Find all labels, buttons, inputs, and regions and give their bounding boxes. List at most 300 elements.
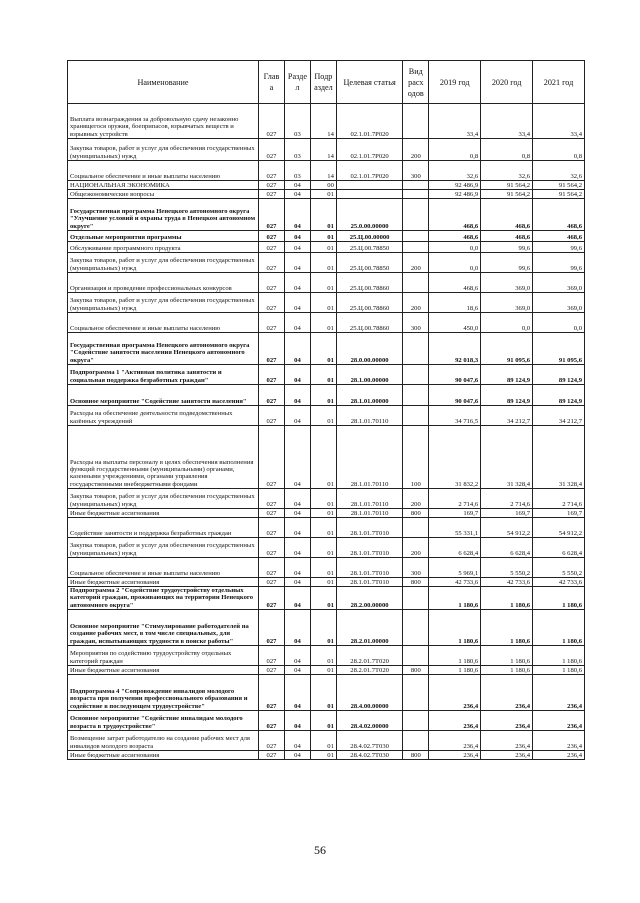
- cell-vid: 800: [403, 750, 429, 759]
- cell-razdel: 04: [284, 587, 310, 610]
- cell-name: Иные бюджетные ассигнования: [68, 509, 259, 518]
- cell-2019: 6 628,4: [429, 538, 481, 558]
- cell-2019: 468,6: [429, 273, 481, 293]
- cell-podrazdel: 01: [310, 406, 336, 426]
- table-row: [68, 730, 585, 750]
- cell-glava: 027: [259, 710, 285, 730]
- cell-vid: 200: [403, 139, 429, 161]
- cell-vid: [403, 710, 429, 730]
- cell-2019: 236,4: [429, 750, 481, 759]
- cell-2019: 169,7: [429, 509, 481, 518]
- table-row: [68, 665, 585, 674]
- cell-target: 25.Ц.00.78850: [336, 253, 402, 273]
- cell-glava: 027: [259, 406, 285, 426]
- cell-glava: 027: [259, 273, 285, 293]
- cell-podrazdel: 01: [310, 587, 336, 610]
- cell-podrazdel: 14: [310, 139, 336, 161]
- cell-target: 02.1.01.7Р020: [336, 104, 402, 139]
- cell-vid: 800: [403, 578, 429, 587]
- cell-2019: 92 486,9: [429, 181, 481, 190]
- cell-glava: 027: [259, 139, 285, 161]
- cell-2019: 0,8: [429, 139, 481, 161]
- cell-2020: 91 564,2: [481, 190, 533, 199]
- cell-podrazdel: 01: [310, 578, 336, 587]
- header-glava: Глав а: [259, 61, 285, 104]
- cell-name: Содействие занятости и поддержка безработных граждан: [68, 518, 259, 538]
- table-row: [68, 518, 585, 538]
- cell-name: Подпрограмма 2 "Содействие трудоустройству отдельных категорий граждан, проживающих на территории Ненецкого автономного округа": [68, 587, 259, 610]
- cell-podrazdel: 01: [310, 609, 336, 645]
- cell-2020: 2 714,6: [481, 489, 533, 509]
- cell-glava: 027: [259, 385, 285, 406]
- table-row: [68, 385, 585, 406]
- cell-2019: 55 331,1: [429, 518, 481, 538]
- cell-podrazdel: 01: [310, 750, 336, 759]
- cell-2019: 90 047,6: [429, 385, 481, 406]
- cell-2019: 236,4: [429, 674, 481, 710]
- cell-name: Социальное обеспечение и иные выплаты населению: [68, 161, 259, 181]
- cell-2019: 236,4: [429, 730, 481, 750]
- cell-2020: 1 180,6: [481, 665, 533, 674]
- cell-razdel: 04: [284, 365, 310, 385]
- cell-vid: 300: [403, 161, 429, 181]
- table-row: [68, 104, 585, 139]
- table-row: [68, 231, 585, 242]
- table-row: [68, 587, 585, 610]
- cell-2020: 32,6: [481, 161, 533, 181]
- cell-podrazdel: 14: [310, 161, 336, 181]
- cell-razdel: 04: [284, 558, 310, 578]
- cell-name: Закупка товаров, работ и услуг для обеспечения государственных (муниципальных) нужд: [68, 253, 259, 273]
- table-row: [68, 406, 585, 426]
- cell-2021: 54 912,2: [533, 518, 585, 538]
- cell-2021: 89 124,9: [533, 365, 585, 385]
- cell-target: 28.2.00.00000: [336, 587, 402, 610]
- cell-target: [336, 190, 402, 199]
- cell-glava: 027: [259, 231, 285, 242]
- cell-glava: 027: [259, 645, 285, 665]
- cell-name: Обслуживание программного продукта: [68, 242, 259, 253]
- cell-razdel: 04: [284, 518, 310, 538]
- cell-2020: 169,7: [481, 509, 533, 518]
- cell-2019: 0,0: [429, 253, 481, 273]
- cell-vid: [403, 730, 429, 750]
- cell-podrazdel: 01: [310, 365, 336, 385]
- cell-glava: 027: [259, 509, 285, 518]
- cell-2019: 468,6: [429, 199, 481, 231]
- cell-2019: 18,6: [429, 293, 481, 313]
- cell-name: Иные бюджетные ассигнования: [68, 578, 259, 587]
- header-podrazdel: Подр аздел: [310, 61, 336, 104]
- cell-vid: [403, 674, 429, 710]
- cell-name: Иные бюджетные ассигнования: [68, 750, 259, 759]
- cell-glava: 027: [259, 665, 285, 674]
- cell-razdel: 04: [284, 231, 310, 242]
- table-row: [68, 273, 585, 293]
- cell-glava: 027: [259, 587, 285, 610]
- header-name: Наименование: [68, 61, 259, 104]
- table-row: [68, 538, 585, 558]
- table-row: [68, 333, 585, 365]
- cell-2021: 2 714,6: [533, 489, 585, 509]
- header-2020: 2020 год: [481, 61, 533, 104]
- cell-target: 25.Ц.00.00000: [336, 231, 402, 242]
- table-row: [68, 750, 585, 759]
- cell-2020: 236,4: [481, 710, 533, 730]
- cell-vid: [403, 104, 429, 139]
- table-row: [68, 609, 585, 645]
- cell-2021: 1 180,6: [533, 587, 585, 610]
- cell-vid: 200: [403, 489, 429, 509]
- cell-2019: 2 714,6: [429, 489, 481, 509]
- cell-target: 25.Ц.00.78860: [336, 273, 402, 293]
- cell-2021: 468,6: [533, 199, 585, 231]
- cell-razdel: 04: [284, 538, 310, 558]
- header-target: Целевая статья: [336, 61, 402, 104]
- cell-target: 28.1.01.7Т010: [336, 518, 402, 538]
- cell-target: [336, 181, 402, 190]
- cell-2021: 99,6: [533, 242, 585, 253]
- table-row: [68, 558, 585, 578]
- cell-podrazdel: 01: [310, 190, 336, 199]
- cell-glava: 027: [259, 609, 285, 645]
- cell-2019: 1 180,6: [429, 609, 481, 645]
- cell-razdel: 04: [284, 181, 310, 190]
- cell-2021: 34 212,7: [533, 406, 585, 426]
- cell-glava: 027: [259, 750, 285, 759]
- cell-target: 28.1.00.00000: [336, 365, 402, 385]
- cell-podrazdel: 01: [310, 385, 336, 406]
- cell-name: Возмещение затрат работодателю на создание рабочих мест для инвалидов молодого возраста: [68, 730, 259, 750]
- table-row: [68, 199, 585, 231]
- cell-vid: [403, 609, 429, 645]
- cell-podrazdel: 01: [310, 730, 336, 750]
- cell-2021: 369,0: [533, 273, 585, 293]
- cell-name: Выплата вознаграждения за добровольную сдачу незаконно хранящегося оружия, боеприпасов, взрывчатых веществ и взрывных устройств: [68, 104, 259, 139]
- cell-vid: [403, 645, 429, 665]
- cell-target: 28.1.01.70110: [336, 426, 402, 489]
- cell-2020: 236,4: [481, 674, 533, 710]
- table-row: [68, 674, 585, 710]
- cell-razdel: 04: [284, 674, 310, 710]
- cell-podrazdel: 01: [310, 645, 336, 665]
- table-row: [68, 293, 585, 313]
- cell-vid: [403, 190, 429, 199]
- cell-2020: 0,0: [481, 313, 533, 333]
- cell-2021: 31 328,4: [533, 426, 585, 489]
- cell-2019: 33,4: [429, 104, 481, 139]
- cell-2021: 236,4: [533, 750, 585, 759]
- cell-vid: 300: [403, 558, 429, 578]
- cell-2020: 89 124,9: [481, 385, 533, 406]
- cell-target: 25.0.00.00000: [336, 199, 402, 231]
- cell-2021: 236,4: [533, 674, 585, 710]
- cell-vid: [403, 199, 429, 231]
- cell-razdel: 04: [284, 665, 310, 674]
- cell-target: 25.Ц.00.78850: [336, 242, 402, 253]
- cell-podrazdel: 01: [310, 538, 336, 558]
- cell-vid: 800: [403, 509, 429, 518]
- cell-2020: 91 095,6: [481, 333, 533, 365]
- cell-2019: 5 969,1: [429, 558, 481, 578]
- cell-2020: 236,4: [481, 750, 533, 759]
- cell-vid: [403, 385, 429, 406]
- cell-target: 25.Ц.00.78860: [336, 313, 402, 333]
- cell-2019: 90 047,6: [429, 365, 481, 385]
- cell-razdel: 04: [284, 426, 310, 489]
- budget-table: [67, 60, 585, 760]
- cell-2020: 468,6: [481, 199, 533, 231]
- cell-2020: 1 180,6: [481, 645, 533, 665]
- table-row: [68, 578, 585, 587]
- cell-podrazdel: 01: [310, 273, 336, 293]
- cell-target: 28.2.01.7Т020: [336, 665, 402, 674]
- cell-podrazdel: 01: [310, 518, 336, 538]
- cell-target: 28.1.01.7Т010: [336, 538, 402, 558]
- cell-podrazdel: 01: [310, 710, 336, 730]
- cell-2021: 0,0: [533, 313, 585, 333]
- cell-target: 25.Ц.00.78860: [336, 293, 402, 313]
- cell-2021: 89 124,9: [533, 385, 585, 406]
- table-header-row: [68, 61, 585, 104]
- cell-2021: 32,6: [533, 161, 585, 181]
- cell-2020: 1 180,6: [481, 609, 533, 645]
- cell-name: Закупка товаров, работ и услуг для обеспечения государственных (муниципальных) нужд: [68, 489, 259, 509]
- cell-vid: 200: [403, 538, 429, 558]
- cell-2021: 91 095,6: [533, 333, 585, 365]
- cell-razdel: 04: [284, 609, 310, 645]
- cell-target: 28.1.01.70110: [336, 489, 402, 509]
- cell-razdel: 03: [284, 161, 310, 181]
- cell-razdel: 04: [284, 253, 310, 273]
- cell-2019: 1 180,6: [429, 587, 481, 610]
- cell-name: Государственная программа Ненецкого автономного округа "Улучшение условий и охраны труда в Ненецком автономном округе": [68, 199, 259, 231]
- cell-target: 28.1.01.70110: [336, 509, 402, 518]
- cell-target: 28.4.02.7Т030: [336, 750, 402, 759]
- cell-2020: 236,4: [481, 730, 533, 750]
- cell-glava: 027: [259, 104, 285, 139]
- cell-name: Государственная программа Ненецкого автономного округа "Содействие занятости населения Ненецкого автономного округа": [68, 333, 259, 365]
- cell-2021: 1 180,6: [533, 609, 585, 645]
- cell-podrazdel: 01: [310, 426, 336, 489]
- cell-glava: 027: [259, 293, 285, 313]
- cell-2019: 92 018,3: [429, 333, 481, 365]
- cell-2021: 6 628,4: [533, 538, 585, 558]
- table-row: [68, 489, 585, 509]
- cell-razdel: 04: [284, 199, 310, 231]
- table-row: [68, 190, 585, 199]
- cell-2020: 42 733,6: [481, 578, 533, 587]
- cell-glava: 027: [259, 489, 285, 509]
- cell-podrazdel: 01: [310, 231, 336, 242]
- cell-glava: 027: [259, 181, 285, 190]
- cell-target: 28.2.01.00000: [336, 609, 402, 645]
- cell-2020: 89 124,9: [481, 365, 533, 385]
- cell-vid: [403, 242, 429, 253]
- cell-podrazdel: 01: [310, 509, 336, 518]
- cell-2020: 5 550,2: [481, 558, 533, 578]
- cell-podrazdel: 01: [310, 558, 336, 578]
- cell-vid: [403, 231, 429, 242]
- cell-razdel: 04: [284, 730, 310, 750]
- cell-2020: 31 328,4: [481, 426, 533, 489]
- cell-target: 28.4.00.00000: [336, 674, 402, 710]
- cell-vid: [403, 333, 429, 365]
- cell-2019: 468,6: [429, 231, 481, 242]
- cell-razdel: 04: [284, 645, 310, 665]
- cell-target: 28.0.00.00000: [336, 333, 402, 365]
- cell-razdel: 04: [284, 489, 310, 509]
- cell-glava: 027: [259, 538, 285, 558]
- cell-glava: 027: [259, 190, 285, 199]
- cell-2020: 34 212,7: [481, 406, 533, 426]
- cell-razdel: 04: [284, 578, 310, 587]
- page-number: 56: [314, 843, 326, 857]
- cell-podrazdel: 01: [310, 665, 336, 674]
- cell-vid: 100: [403, 426, 429, 489]
- table-row: [68, 365, 585, 385]
- cell-name: Подпрограмма 1 "Активная политика занятости и социальная поддержка безработных граждан": [68, 365, 259, 385]
- cell-2020: 91 564,2: [481, 181, 533, 190]
- cell-glava: 027: [259, 333, 285, 365]
- cell-2021: 236,4: [533, 710, 585, 730]
- cell-razdel: 04: [284, 710, 310, 730]
- cell-name: Расходы на обеспечение деятельности подведомственных казённых учреждений: [68, 406, 259, 426]
- cell-2019: 92 486,9: [429, 190, 481, 199]
- cell-2021: 468,6: [533, 231, 585, 242]
- cell-2020: 0,8: [481, 139, 533, 161]
- cell-target: 02.1.01.7Р020: [336, 161, 402, 181]
- cell-name: Закупка товаров, работ и услуг для обеспечения государственных (муниципальных) нужд: [68, 538, 259, 558]
- cell-2021: 42 733,6: [533, 578, 585, 587]
- cell-target: 28.2.01.7Т020: [336, 645, 402, 665]
- cell-podrazdel: 01: [310, 293, 336, 313]
- cell-razdel: 04: [284, 293, 310, 313]
- cell-name: Организация и проведение профессиональных конкурсов: [68, 273, 259, 293]
- cell-target: 28.4.02.7Т030: [336, 730, 402, 750]
- cell-razdel: 03: [284, 104, 310, 139]
- cell-2021: 369,0: [533, 293, 585, 313]
- cell-vid: 200: [403, 293, 429, 313]
- cell-2021: 5 550,2: [533, 558, 585, 578]
- cell-name: Закупка товаров, работ и услуг для обеспечения государственных (муниципальных) нужд: [68, 139, 259, 161]
- cell-glava: 027: [259, 161, 285, 181]
- cell-2020: 99,6: [481, 242, 533, 253]
- cell-2021: 0,8: [533, 139, 585, 161]
- cell-glava: 027: [259, 365, 285, 385]
- cell-2020: 33,4: [481, 104, 533, 139]
- cell-2020: 369,0: [481, 273, 533, 293]
- cell-glava: 027: [259, 674, 285, 710]
- cell-razdel: 04: [284, 242, 310, 253]
- cell-name: Отдельные мероприятия программы: [68, 231, 259, 242]
- cell-podrazdel: 00: [310, 181, 336, 190]
- cell-vid: 300: [403, 313, 429, 333]
- cell-2020: 54 912,2: [481, 518, 533, 538]
- cell-glava: 027: [259, 578, 285, 587]
- cell-razdel: 04: [284, 385, 310, 406]
- cell-2021: 169,7: [533, 509, 585, 518]
- cell-razdel: 04: [284, 333, 310, 365]
- cell-vid: 800: [403, 665, 429, 674]
- cell-2021: 91 564,2: [533, 190, 585, 199]
- cell-name: Основное мероприятие "Стимулирование работодателей на создание рабочих мест, в том числе специальных, для граждан, испытывающих трудности в поиске работы": [68, 609, 259, 645]
- table-row: [68, 139, 585, 161]
- cell-vid: [403, 365, 429, 385]
- cell-target: 28.1.01.00000: [336, 385, 402, 406]
- cell-podrazdel: 01: [310, 333, 336, 365]
- table-row: [68, 710, 585, 730]
- cell-2019: 236,4: [429, 710, 481, 730]
- cell-2021: 99,6: [533, 253, 585, 273]
- cell-2021: 33,4: [533, 104, 585, 139]
- cell-name: НАЦИОНАЛЬНАЯ ЭКОНОМИКА: [68, 181, 259, 190]
- table-row: [68, 181, 585, 190]
- cell-target: 28.4.02.00000: [336, 710, 402, 730]
- table-row: [68, 426, 585, 489]
- cell-razdel: 04: [284, 750, 310, 759]
- cell-glava: 027: [259, 253, 285, 273]
- cell-name: Основное мероприятие "Содействие инвалидам молодого возраста в трудоустройстве": [68, 710, 259, 730]
- cell-podrazdel: 14: [310, 104, 336, 139]
- cell-name: Мероприятия по содействию трудоустройству отдельных категорий граждан: [68, 645, 259, 665]
- cell-target: 28.1.01.70110: [336, 406, 402, 426]
- cell-vid: [403, 518, 429, 538]
- cell-name: Общеэкономические вопросы: [68, 190, 259, 199]
- cell-vid: [403, 587, 429, 610]
- cell-2019: 32,6: [429, 161, 481, 181]
- cell-glava: 027: [259, 730, 285, 750]
- cell-vid: [403, 273, 429, 293]
- cell-podrazdel: 01: [310, 242, 336, 253]
- cell-name: Социальное обеспечение и иные выплаты населению: [68, 558, 259, 578]
- cell-razdel: 04: [284, 509, 310, 518]
- cell-2021: 1 180,6: [533, 645, 585, 665]
- cell-razdel: 04: [284, 313, 310, 333]
- table-row: [68, 645, 585, 665]
- cell-razdel: 03: [284, 139, 310, 161]
- cell-2019: 1 180,6: [429, 665, 481, 674]
- cell-2020: 6 628,4: [481, 538, 533, 558]
- header-vid: Вид расх одов: [403, 61, 429, 104]
- header-razdel: Разде л: [284, 61, 310, 104]
- cell-name: Подпрограмма 4 "Сопровождение инвалидов молодого возраста при получении профессионального образования и содействие в последующем трудоустройстве": [68, 674, 259, 710]
- cell-2019: 42 733,6: [429, 578, 481, 587]
- cell-2021: 236,4: [533, 730, 585, 750]
- cell-target: 28.1.01.7Т010: [336, 578, 402, 587]
- cell-name: Социальное обеспечение и иные выплаты населению: [68, 313, 259, 333]
- cell-2020: 468,6: [481, 231, 533, 242]
- cell-2019: 1 180,6: [429, 645, 481, 665]
- cell-2020: 369,0: [481, 293, 533, 313]
- cell-2019: 31 832,2: [429, 426, 481, 489]
- cell-2020: 99,6: [481, 253, 533, 273]
- cell-target: 02.1.01.7Р020: [336, 139, 402, 161]
- cell-glava: 027: [259, 558, 285, 578]
- cell-razdel: 04: [284, 273, 310, 293]
- cell-2019: 34 716,5: [429, 406, 481, 426]
- cell-2019: 450,0: [429, 313, 481, 333]
- table-row: [68, 242, 585, 253]
- cell-2020: 1 180,6: [481, 587, 533, 610]
- cell-2021: 91 564,2: [533, 181, 585, 190]
- cell-glava: 027: [259, 199, 285, 231]
- table-row: [68, 161, 585, 181]
- cell-name: Закупка товаров, работ и услуг для обеспечения государственных (муниципальных) нужд: [68, 293, 259, 313]
- table-row: [68, 313, 585, 333]
- cell-vid: [403, 406, 429, 426]
- cell-vid: [403, 181, 429, 190]
